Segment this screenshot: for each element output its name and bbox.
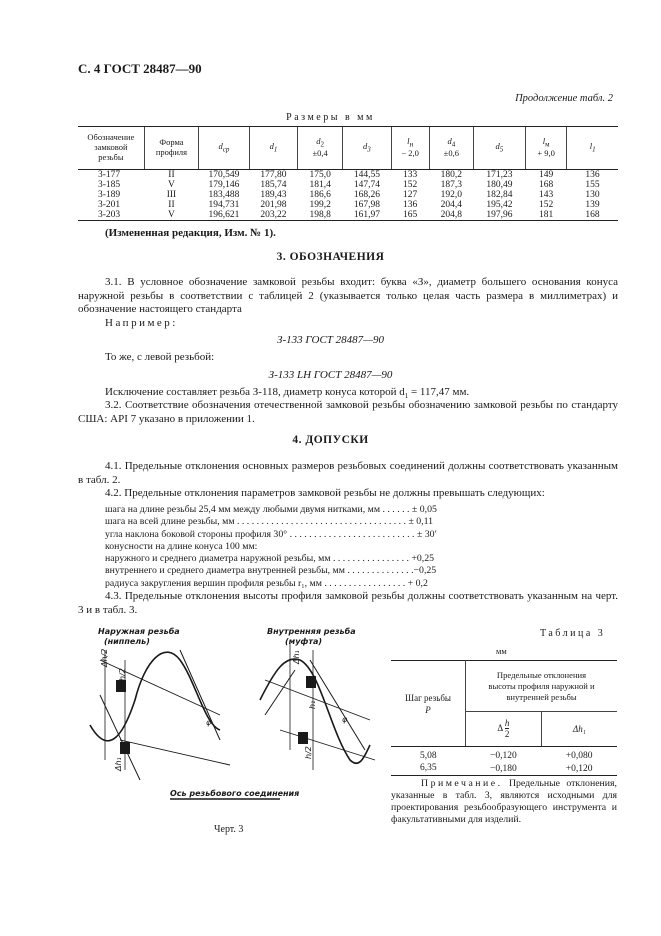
col-d1: $d_1$ [249, 127, 297, 170]
table-cell: 181,4 [309, 180, 331, 190]
table-cell: 3-201 [98, 200, 121, 210]
section-4-paragraph-2: 4.2. Предельные отклонения параметров замковой резьбы не должны превышать следующих: [105, 487, 545, 499]
table-cell: 161,97 [343, 210, 391, 221]
table-row [78, 210, 618, 221]
table-cell: 144,55 [353, 170, 380, 180]
table-2-body [78, 170, 618, 221]
dim-phi-int: φ [342, 715, 348, 724]
dim-h2: h/2 [118, 668, 127, 681]
col-designation: Обозначение замковой резьбы [78, 127, 144, 170]
table-3-label: Таблица 3 [540, 628, 606, 639]
table-cell: 127 [403, 190, 418, 200]
table-cell: 197,96 [473, 210, 525, 221]
hatch-block [306, 676, 316, 688]
table-row [78, 190, 618, 200]
table-cell: II [168, 170, 175, 180]
dim-h1-int: h₁ [308, 700, 317, 709]
list-item: угла наклона боковой стороны профиля 30° . . . . . . . . . . . . . . . . . . . . . . . . . . ± 30′ [105, 528, 437, 540]
table-2 [78, 126, 618, 221]
list-item: конусности на длине конуса 100 мм: [105, 540, 258, 552]
table-cell: 3-185 [98, 180, 121, 190]
table-continuation-label: Продолжение табл. 2 [515, 93, 613, 104]
table-cell: 183,488 [208, 190, 240, 200]
table-cell: +0,080 [565, 751, 593, 761]
page-header: С. 4 ГОСТ 28487—90 [78, 61, 202, 76]
table-cell: 170,549 [208, 170, 240, 180]
table-cell: 180,49 [486, 180, 513, 190]
table-cell: 179,146 [208, 180, 240, 190]
col-pitch: Шаг резьбы P [391, 661, 466, 747]
table-row [78, 200, 618, 210]
col-delta-h1: Δh₁ [541, 712, 617, 747]
table-cell: 185,74 [260, 180, 287, 190]
external-thread-sublabel: (ниппель) [104, 637, 150, 646]
table-3-note: Примечание. Предельные отклонения, указанные в табл. 3, являются исходными для проектирования резьбообразующего инструмента и факультативными для изделий. [391, 778, 617, 825]
col-d2: $d_2$ ±0,4 [298, 127, 343, 170]
table-cell: 180,2 [440, 170, 462, 180]
table-cell: 6,35 [391, 762, 466, 776]
table-cell: 194,731 [208, 200, 240, 210]
table-3 [391, 660, 617, 776]
example-label: Например: [105, 317, 178, 329]
thread-axis-label: Ось резьбового соединения [170, 789, 300, 798]
internal-thread-curve [260, 659, 370, 763]
table-cell: 199,2 [309, 200, 331, 210]
col-d5: $d_5$ [473, 127, 525, 170]
table-cell: 203,22 [249, 210, 297, 221]
tolerance-list [105, 504, 437, 590]
table-cell: 5,08 [419, 751, 437, 761]
external-thread-label: Наружная резьба [98, 627, 180, 636]
table-cell: 143 [539, 190, 554, 200]
table-cell: V [144, 210, 198, 221]
dim-delta-h1: Δh₁ [114, 757, 123, 771]
section-4-paragraph-3: 4.3. Предельные отклонения высоты профиля замковой резьбы должны соответствовать указанным на черт. 3 и в табл. 3. [78, 590, 618, 616]
table-cell: 186,6 [309, 190, 331, 200]
col-d4: $d_4$ ±0,6 [429, 127, 473, 170]
internal-thread-label: Внутренняя резьба [267, 627, 356, 636]
list-item: радиуса закругления вершин профиля резьбы r₁, мм . . . . . . . . . . . . . . . . . + 0,2 [105, 577, 428, 589]
edited-note: (Измененная редакция, Изм. № 1). [105, 227, 276, 239]
col-d3: $d_3$ [343, 127, 391, 170]
col-profile: Форма профиля [144, 127, 198, 170]
table-cell: 182,84 [486, 190, 513, 200]
table-row [78, 180, 618, 190]
table-cell: 149 [539, 170, 554, 180]
designation-example: З-133 ГОСТ 28487—90 [277, 334, 384, 346]
figure-caption: Черт. 3 [214, 824, 244, 835]
section-3-paragraph-1: 3.1. В условное обозначение замковой резьбы входит: буква «З», диаметр большего основания конуса наружной резьбы в соответствии с таблицей 2 (указывается только целая часть размера в миллиметрах) и обозначение настоящего стандарта [78, 276, 618, 315]
table-cell: −0,120 [490, 751, 517, 761]
table-cell: 204,4 [440, 200, 462, 210]
table-cell: 195,42 [486, 200, 513, 210]
col-dcp: $d_{ср}$ [199, 127, 250, 170]
section-4-title: 4. ДОПУСКИ [292, 434, 369, 446]
table-cell: 181 [525, 210, 567, 221]
table-cell: 204,8 [429, 210, 473, 221]
table-cell: 147,74 [353, 180, 380, 190]
col-deviation-group: Предельные отклонения высоты профиля наружной и внутренней резьбы [466, 661, 618, 712]
table-cell: 152 [539, 200, 554, 210]
col-lm: $l_м$ + 9,0 [525, 127, 567, 170]
table-cell: 198,8 [298, 210, 343, 221]
table-cell: 168 [567, 210, 618, 221]
table-cell: 136 [585, 170, 600, 180]
thread-profile-figure [80, 620, 380, 820]
list-item: шага на всей длине резьбы, мм . . . . . . . . . . . . . . . . . . . . . . . . . . . . . . . . . . . ± 0,11 [105, 516, 434, 528]
col-ln: $l_н$ − 2,0 [391, 127, 429, 170]
table-3-unit: мм [496, 646, 507, 656]
left-thread-label: То же, с левой резьбой: [105, 351, 215, 363]
table-cell: −0,180 [466, 762, 542, 776]
table-cell: 152 [403, 180, 418, 190]
table-cell: 201,98 [260, 200, 287, 210]
dim-h2-int: h/2 [304, 746, 313, 759]
table-cell: 168 [539, 180, 554, 190]
table-cell: 187,3 [440, 180, 462, 190]
section-3-title: 3. ОБОЗНАЧЕНИЯ [276, 251, 385, 263]
table-cell: III [166, 190, 177, 200]
exception-text: Исключение составляет резьба З-118, диаметр конуса которой $d_1 = 117,47$ мм. [105, 386, 470, 401]
table-cell: 139 [585, 200, 600, 210]
table-cell: 3-203 [78, 210, 144, 221]
table-cell: 168,26 [353, 190, 380, 200]
table-cell: 171,23 [486, 170, 513, 180]
table-cell: 165 [391, 210, 429, 221]
table-cell: 3-189 [98, 190, 121, 200]
table-cell: V [168, 180, 175, 190]
table-cell: 3-177 [98, 170, 121, 180]
col-l1: $l_1$ [567, 127, 618, 170]
table-cell: 133 [403, 170, 418, 180]
dim-phi: φ [206, 718, 212, 727]
table-cell: 175,0 [309, 170, 331, 180]
section-4-paragraph-1: 4.1. Предельные отклонения основных размеров резьбовых соединений должны соответствовать указанным в табл. 2. [78, 460, 618, 486]
table-row [78, 170, 618, 181]
list-item: шага на длине резьбы 25,4 мм между любыми двумя нитками, мм . . . . . . ± 0,05 [105, 504, 437, 515]
table-cell: 167,98 [353, 200, 380, 210]
table-cell: 177,80 [260, 170, 287, 180]
table-cell: 196,621 [199, 210, 250, 221]
table-cell: II [168, 200, 175, 210]
dim-delta-h1-int: Δh₁ [292, 650, 301, 664]
section-3-paragraph-2: 3.2. Соответствие обозначения отечественной замковой резьбы обозначению замковой резьбы по стандарту США: API 7 указано в приложении 1. [78, 399, 618, 425]
list-item: наружного и среднего диаметра наружной резьбы, мм . . . . . . . . . . . . . . . . +0,25 [105, 553, 435, 565]
list-item: внутреннего и среднего диаметра внутренней резьбы, мм . . . . . . . . . . . . . .−0,25 [105, 565, 437, 577]
internal-thread-sublabel: (муфта) [285, 637, 323, 646]
hatch-block [298, 732, 308, 744]
table-cell: 192,0 [440, 190, 462, 200]
table-cell: +0,120 [541, 762, 617, 776]
table-cell: 136 [403, 200, 418, 210]
designation-example-lh: З-133 LH ГОСТ 28487—90 [268, 369, 393, 381]
table-cell: 155 [585, 180, 600, 190]
col-delta-h2: Δ $\frac{h}{2}$ [466, 712, 542, 747]
table-cell: 189,43 [260, 190, 287, 200]
dim-delta-h2: Δh/2 [100, 648, 109, 667]
sizes-caption: Размеры в мм [286, 112, 375, 123]
hatch-block [120, 742, 130, 754]
table-cell: 130 [585, 190, 600, 200]
